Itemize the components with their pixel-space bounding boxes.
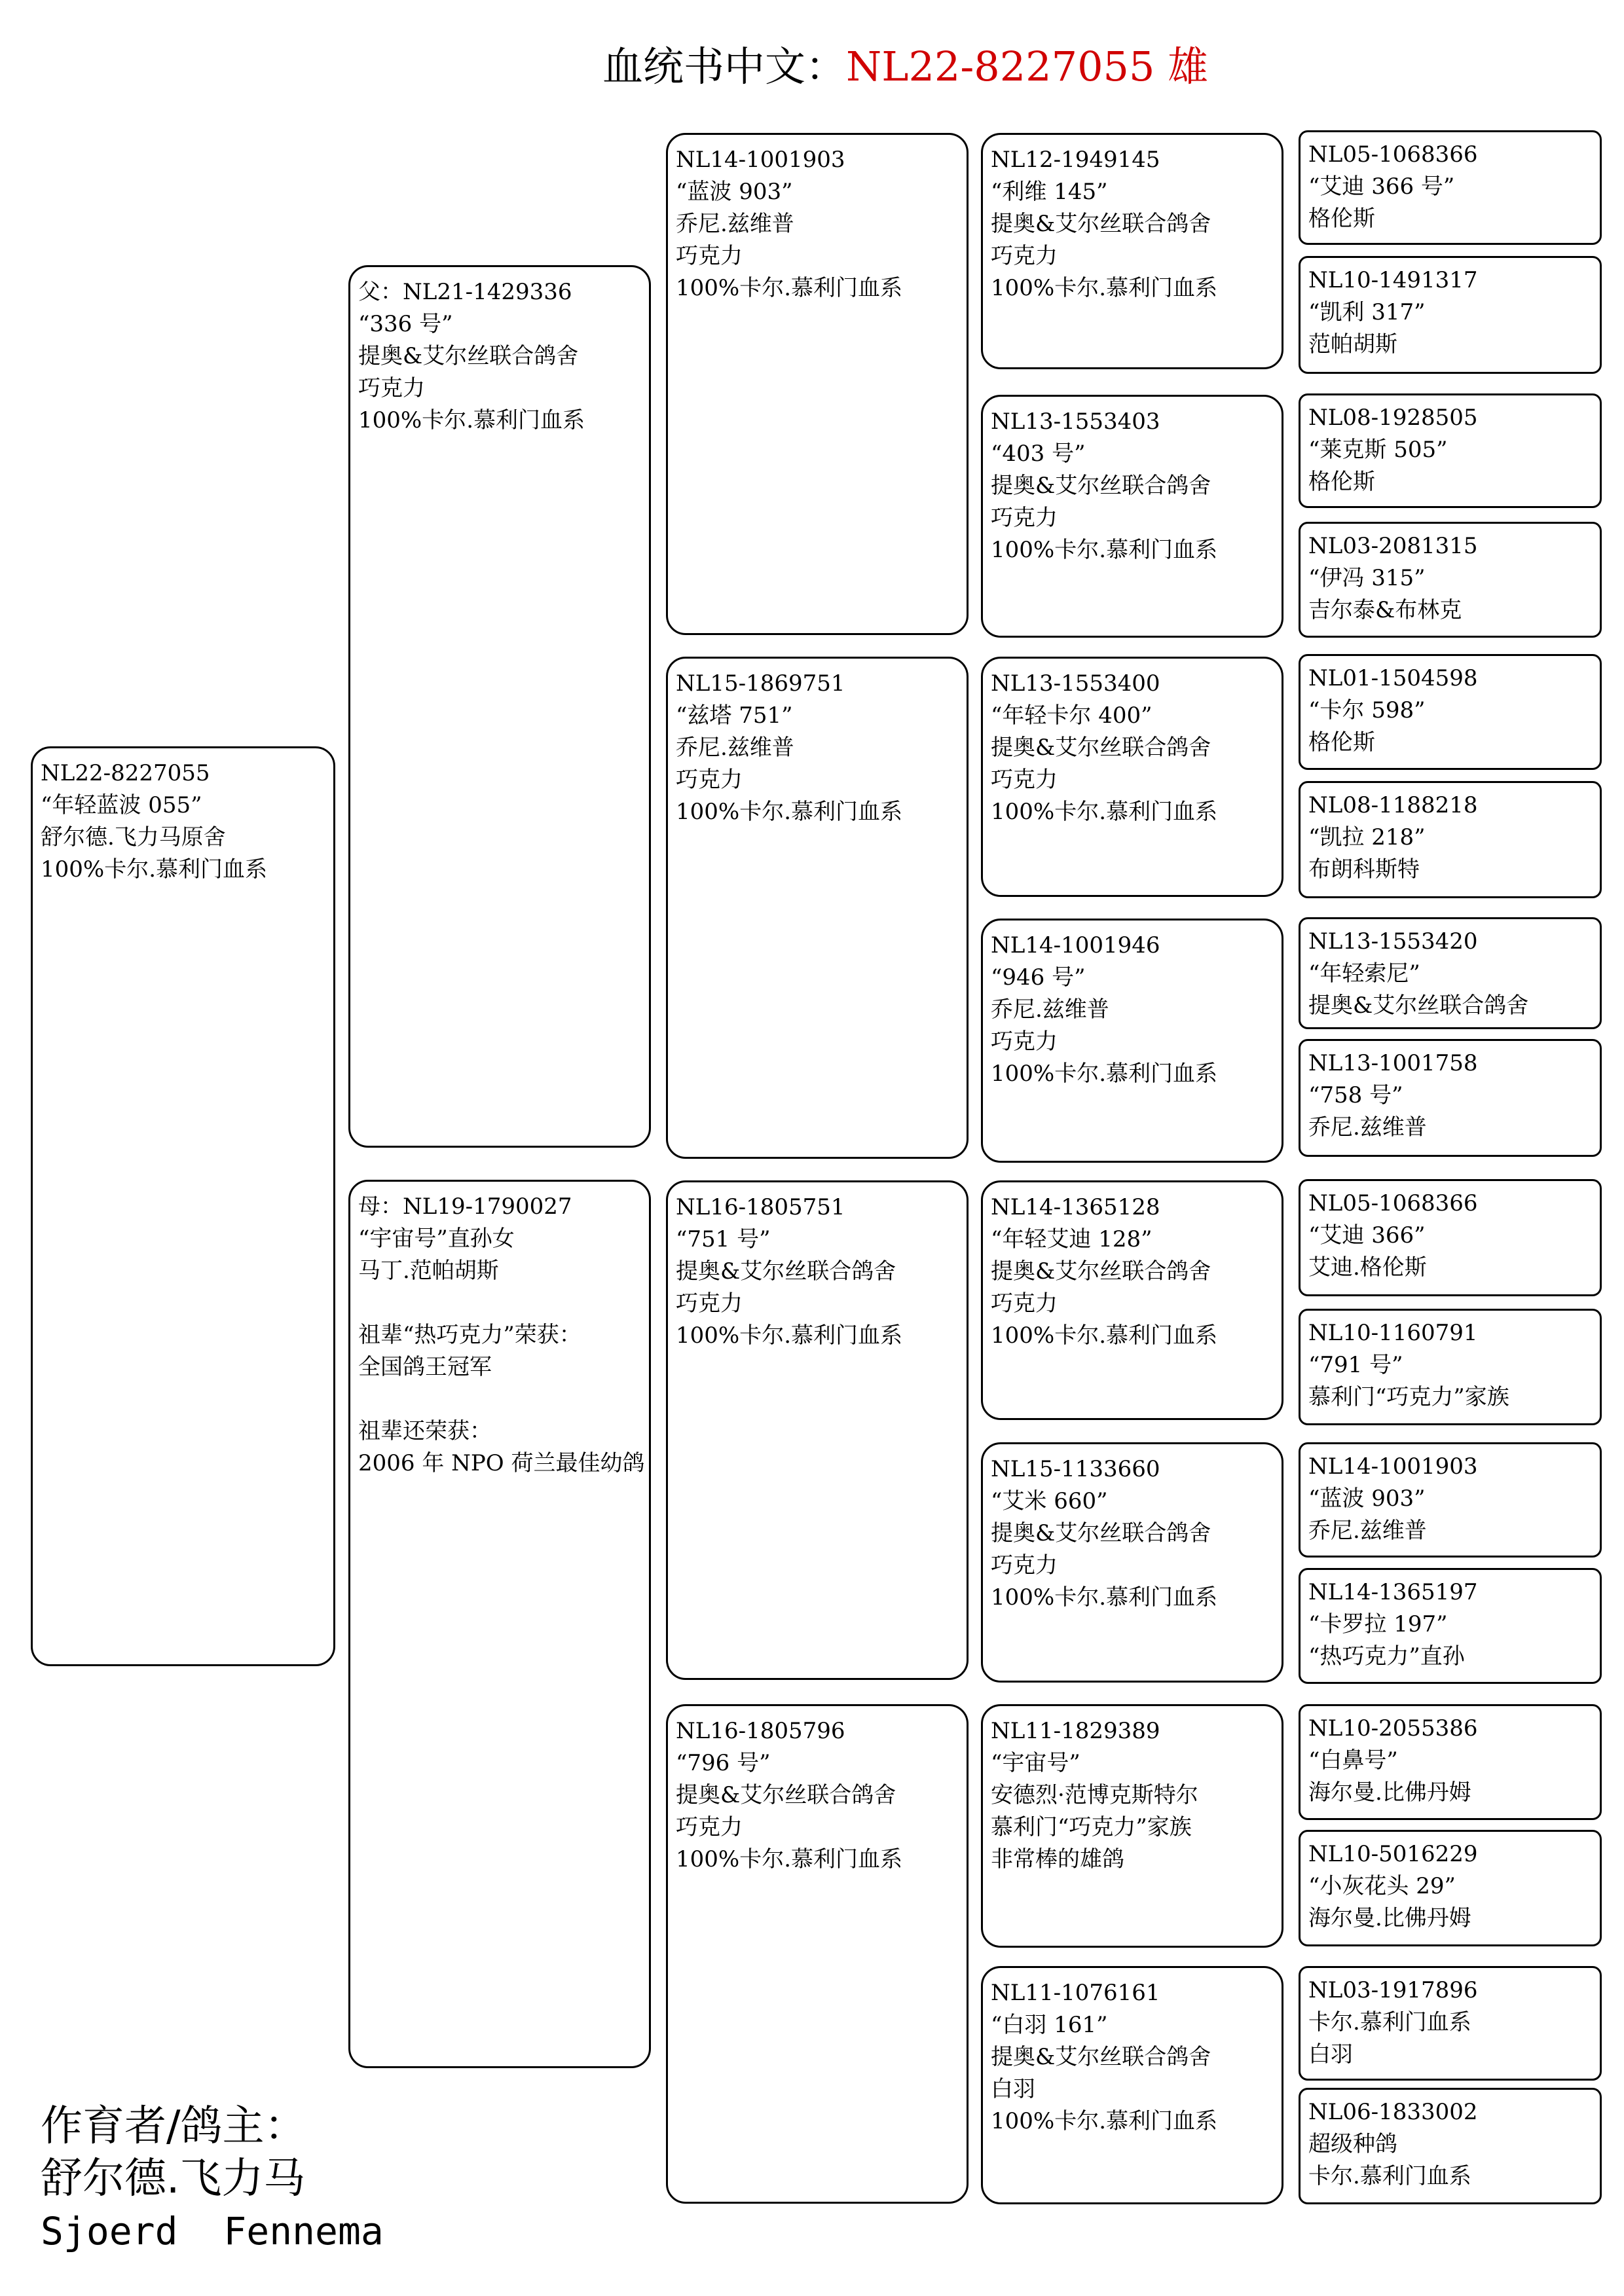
pedigree-line: 巧克力 xyxy=(991,505,1058,531)
pedigree-line: 海尔曼.比佛丹姆 xyxy=(1308,1905,1471,1931)
ring-number: NL14-1365197 xyxy=(1308,1579,1478,1605)
ring-number: 父：NL21-1429336 xyxy=(358,279,572,305)
pedigree-line: 慕利门“巧克力”家族 xyxy=(991,1814,1192,1840)
gen5-box xyxy=(1299,130,1602,245)
pedigree-line: 100%卡尔.慕利门血系 xyxy=(676,1846,903,1872)
pedigree-line: 巧克力 xyxy=(358,375,425,401)
ring-number: NL13-1553403 xyxy=(991,409,1160,435)
pedigree-line: 100%卡尔.慕利门血系 xyxy=(358,407,585,433)
pedigree-line: 慕利门“巧克力”家族 xyxy=(1308,1384,1509,1410)
ring-number: NL10-1160791 xyxy=(1308,1320,1478,1346)
pedigree-line: “卡尔 598” xyxy=(1308,697,1426,723)
ring-number: NL15-1869751 xyxy=(676,670,845,697)
pedigree-line: “艾米 660” xyxy=(991,1488,1108,1514)
pedigree-line: “年轻卡尔 400” xyxy=(991,702,1153,729)
pedigree-line: 乔尼.兹维普 xyxy=(1308,1114,1427,1140)
pedigree-line: “946 号” xyxy=(991,964,1086,991)
pedigree-line: 提奥&艾尔丝联合鸽舍 xyxy=(676,1782,896,1808)
gen5-box xyxy=(1299,1442,1602,1558)
pedigree-line: 巧克力 xyxy=(676,1290,743,1317)
pedigree-line: 巧克力 xyxy=(676,767,743,793)
ring-number: NL13-1553400 xyxy=(991,670,1160,697)
ring-number: NL14-1001946 xyxy=(991,932,1160,958)
ring-number: NL11-1829389 xyxy=(991,1718,1160,1744)
gen5-box xyxy=(1299,2088,1602,2204)
pedigree-line: 格伦斯 xyxy=(1308,469,1375,495)
gen5-box xyxy=(1299,781,1602,898)
pedigree-line: “小灰花头 29” xyxy=(1308,1873,1456,1899)
gen5-box xyxy=(1299,1309,1602,1425)
pedigree-line: 100%卡尔.慕利门血系 xyxy=(676,1322,903,1349)
pedigree-line: 巧克力 xyxy=(991,1029,1058,1055)
pedigree-line: 巧克力 xyxy=(991,767,1058,793)
ring-number: NL03-2081315 xyxy=(1308,533,1478,559)
gen5-box xyxy=(1299,654,1602,770)
pedigree-line: 100%卡尔.慕利门血系 xyxy=(991,2108,1218,2134)
pedigree-line: 提奥&艾尔丝联合鸽舍 xyxy=(991,1520,1211,1546)
blank-line xyxy=(358,1383,642,1415)
gen5-box xyxy=(1299,393,1602,508)
pedigree-line: “年轻蓝波 055” xyxy=(41,792,202,818)
ring-number: NL16-1805796 xyxy=(676,1718,845,1744)
gen4-box xyxy=(981,133,1283,369)
pedigree-line: 祖辈“热巧克力”荣获： xyxy=(358,1322,581,1348)
gen4-box xyxy=(981,657,1283,897)
pedigree-line: “利维 145” xyxy=(991,179,1108,205)
pedigree-line: 100%卡尔.慕利门血系 xyxy=(991,799,1218,825)
pedigree-line: 提奥&艾尔丝联合鸽舍 xyxy=(991,211,1211,237)
pedigree-line: 乔尼.兹维普 xyxy=(1308,1518,1427,1544)
ring-number: NL16-1805751 xyxy=(676,1194,845,1220)
pedigree-line: 100%卡尔.慕利门血系 xyxy=(676,799,903,825)
ring-number: NL05-1068366 xyxy=(1308,1190,1478,1216)
pedigree-line: 祖辈还荣获： xyxy=(358,1418,492,1444)
ring-number: NL15-1133660 xyxy=(991,1456,1160,1482)
gen5-box xyxy=(1299,522,1602,638)
gen3-box xyxy=(666,1704,969,2204)
pedigree-line: 白羽 xyxy=(991,2076,1035,2102)
pedigree-line: “758 号” xyxy=(1308,1082,1403,1108)
ring-number: NL14-1365128 xyxy=(991,1194,1160,1220)
pedigree-line: 2006 年 NPO 荷兰最佳幼鸽 xyxy=(358,1450,645,1476)
gen5-box xyxy=(1299,1704,1602,1820)
gen5-box xyxy=(1299,256,1602,374)
breeder-name-cn: 舒尔德.飞力马 xyxy=(41,2155,306,2203)
gen3-box xyxy=(666,133,969,635)
ring-number: NL10-5016229 xyxy=(1308,1841,1478,1867)
sire-box xyxy=(348,265,651,1148)
pedigree-line: 卡尔.慕利门血系 xyxy=(1308,2163,1471,2189)
pedigree-line: 布朗科斯特 xyxy=(1308,856,1420,883)
pedigree-line: 卡尔.慕利门血系 xyxy=(1308,2009,1471,2035)
pedigree-line: 乔尼.兹维普 xyxy=(676,735,794,761)
gen3-box xyxy=(666,1180,969,1680)
pedigree-line: “艾迪 366 号” xyxy=(1308,173,1455,200)
ring-number: NL13-1553420 xyxy=(1308,928,1478,955)
pedigree-line: 范帕胡斯 xyxy=(1308,331,1397,357)
pedigree-line: 安德烈·范博克斯特尔 xyxy=(991,1782,1198,1808)
pedigree-line: 非常棒的雄鸽 xyxy=(991,1846,1124,1872)
gen4-box xyxy=(981,1180,1283,1420)
subject-box xyxy=(31,746,335,1666)
pedigree-line: “796 号” xyxy=(676,1750,771,1776)
pedigree-line: 提奥&艾尔丝联合鸽舍 xyxy=(991,473,1211,499)
pedigree-line: 100%卡尔.慕利门血系 xyxy=(41,856,268,883)
pedigree-line: 巧克力 xyxy=(676,1814,743,1840)
pedigree-line: “伊冯 315” xyxy=(1308,565,1426,591)
pedigree-line: “蓝波 903” xyxy=(676,179,793,205)
pedigree-line: 海尔曼.比佛丹姆 xyxy=(1308,1779,1471,1806)
ring-number: NL08-1188218 xyxy=(1308,792,1478,818)
pedigree-line: 提奥&艾尔丝联合鸽舍 xyxy=(991,1258,1211,1285)
blank-line xyxy=(358,1287,642,1319)
ring-number: NL12-1949145 xyxy=(991,147,1160,173)
pedigree-line: 乔尼.兹维普 xyxy=(676,211,794,237)
pedigree-line: “蓝波 903” xyxy=(1308,1485,1426,1512)
gen4-box xyxy=(981,1704,1283,1948)
pedigree-line: 吉尔泰&布林克 xyxy=(1308,597,1462,623)
pedigree-line: “热巧克力”直孙 xyxy=(1308,1643,1465,1669)
pedigree-line: 巧克力 xyxy=(991,1552,1058,1578)
pedigree-line: 全国鸽王冠军 xyxy=(358,1354,492,1380)
pedigree-line: “751 号” xyxy=(676,1226,771,1252)
ring-number: NL08-1928505 xyxy=(1308,405,1478,431)
pedigree-line: “年轻艾迪 128” xyxy=(991,1226,1153,1252)
gen5-box xyxy=(1299,917,1602,1029)
ring-number: 母：NL19-1790027 xyxy=(358,1194,572,1220)
ring-number: NL03-1917896 xyxy=(1308,1977,1478,2003)
ring-number: NL22-8227055 xyxy=(41,760,210,786)
gen5-box xyxy=(1299,1039,1602,1157)
pedigree-line: 舒尔德.飞力马原舍 xyxy=(41,824,226,850)
pedigree-line: “卡罗拉 197” xyxy=(1308,1611,1448,1637)
pedigree-line: 超级种鸽 xyxy=(1308,2131,1397,2157)
pedigree-line: “艾迪 366” xyxy=(1308,1222,1426,1248)
pedigree-line: 提奥&艾尔丝联合鸽舍 xyxy=(676,1258,896,1285)
gen4-box xyxy=(981,395,1283,638)
pedigree-line: “白鼻号” xyxy=(1308,1747,1398,1774)
pedigree-line: 提奥&艾尔丝联合鸽舍 xyxy=(358,343,579,369)
pedigree-line: 马丁.范帕胡斯 xyxy=(358,1258,499,1284)
pedigree-line: “白羽 161” xyxy=(991,2012,1108,2038)
gen5-box xyxy=(1299,1568,1602,1684)
pedigree-line: “宇宙号”直孙女 xyxy=(358,1226,515,1252)
ring-number: NL14-1001903 xyxy=(676,147,845,173)
gen5-box xyxy=(1299,1830,1602,1946)
pedigree-line: “791 号” xyxy=(1308,1352,1403,1378)
pedigree-line: 提奥&艾尔丝联合鸽舍 xyxy=(1308,993,1529,1019)
page-title xyxy=(602,34,1388,100)
pedigree-line: 格伦斯 xyxy=(1308,206,1375,232)
ring-number: NL13-1001758 xyxy=(1308,1050,1478,1076)
gen4-box xyxy=(981,1966,1283,2204)
ring-number: NL10-1491317 xyxy=(1308,267,1478,293)
ring-number: NL01-1504598 xyxy=(1308,665,1478,691)
pedigree-line: 100%卡尔.慕利门血系 xyxy=(991,1322,1218,1349)
pedigree-line: 格伦斯 xyxy=(1308,729,1375,756)
pedigree-line: “凯利 317” xyxy=(1308,299,1426,325)
breeder-label: 作育者/鸽主： xyxy=(41,2102,306,2151)
ring-number: NL11-1076161 xyxy=(991,1980,1160,2006)
breeder-name-en: Sjoerd Fennema xyxy=(41,2209,384,2253)
gen4-box xyxy=(981,919,1283,1163)
pedigree-line: 100%卡尔.慕利门血系 xyxy=(991,537,1218,563)
pedigree-line: 100%卡尔.慕利门血系 xyxy=(676,275,903,301)
pedigree-line: 提奥&艾尔丝联合鸽舍 xyxy=(991,2044,1211,2070)
title-ring-number: NL22-8227055 雄 xyxy=(846,43,1209,90)
title-prefix: 血统书中文： xyxy=(602,43,847,90)
pedigree-line: 100%卡尔.慕利门血系 xyxy=(991,1061,1218,1087)
pedigree-line: “宇宙号” xyxy=(991,1750,1080,1776)
pedigree-line: 巧克力 xyxy=(991,1290,1058,1317)
gen5-box xyxy=(1299,1966,1602,2081)
gen5-box xyxy=(1299,1179,1602,1296)
dam-box xyxy=(348,1180,651,2068)
pedigree-line: 100%卡尔.慕利门血系 xyxy=(991,1584,1218,1611)
breeder-block xyxy=(41,2100,499,2257)
pedigree-line: 巧克力 xyxy=(676,243,743,269)
pedigree-line: 100%卡尔.慕利门血系 xyxy=(991,275,1218,301)
ring-number: NL10-2055386 xyxy=(1308,1715,1478,1741)
pedigree-line: “兹塔 751” xyxy=(676,702,793,729)
pedigree-line: “403 号” xyxy=(991,441,1086,467)
ring-number: NL14-1001903 xyxy=(1308,1453,1478,1480)
pedigree-line: 乔尼.兹维普 xyxy=(991,996,1109,1023)
gen3-box xyxy=(666,657,969,1159)
pedigree-line: 艾迪.格伦斯 xyxy=(1308,1254,1427,1281)
pedigree-line: “莱克斯 505” xyxy=(1308,437,1448,463)
ring-number: NL06-1833002 xyxy=(1308,2099,1478,2125)
pedigree-line: “336 号” xyxy=(358,311,453,337)
pedigree-line: 提奥&艾尔丝联合鸽舍 xyxy=(991,735,1211,761)
pedigree-line: 巧克力 xyxy=(991,243,1058,269)
pedigree-line: “年轻索尼” xyxy=(1308,960,1420,987)
pedigree-line: 白羽 xyxy=(1308,2041,1353,2068)
pedigree-line: “凯拉 218” xyxy=(1308,824,1426,850)
ring-number: NL05-1068366 xyxy=(1308,141,1478,168)
gen4-box xyxy=(981,1442,1283,1683)
